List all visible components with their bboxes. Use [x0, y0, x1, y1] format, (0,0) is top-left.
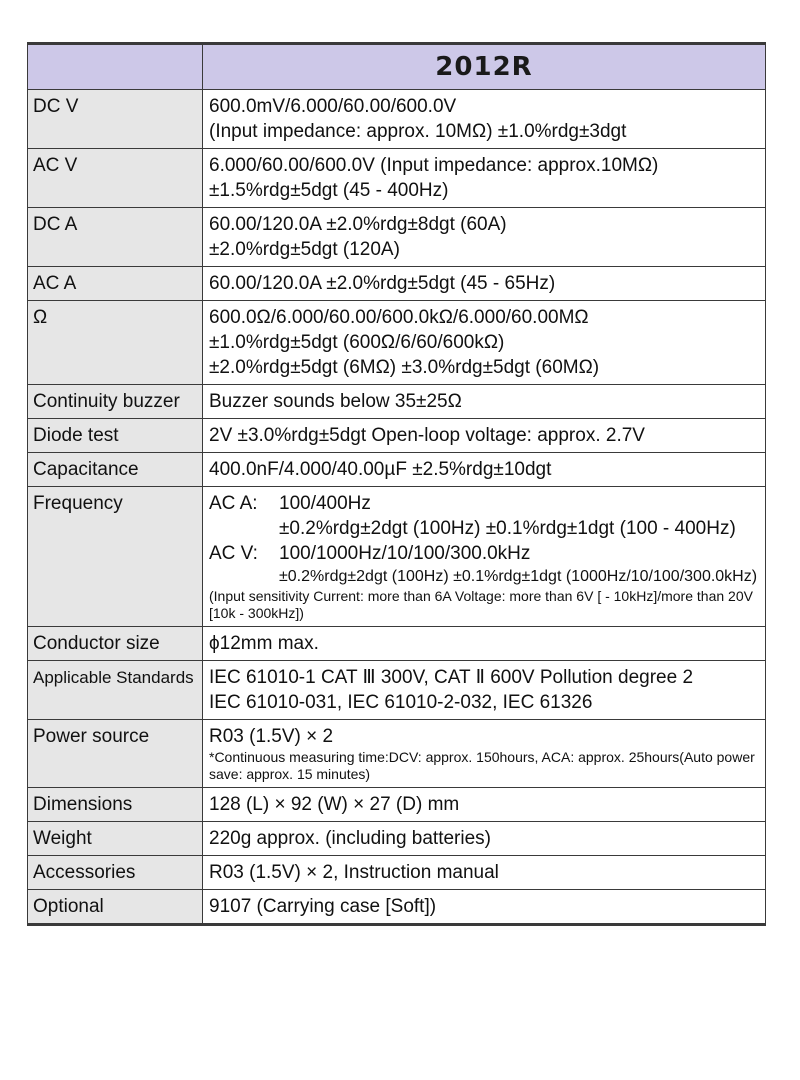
- row-label-optional: Optional: [28, 890, 203, 925]
- table-row-capacitance: [28, 453, 766, 487]
- table-row-standards: [28, 661, 766, 720]
- table-row-optional: [28, 890, 766, 925]
- row-label-weight: Weight: [28, 822, 203, 856]
- table-row-weight: [28, 822, 766, 856]
- frequency-acv-line: [209, 541, 759, 566]
- model-name: 2012R: [203, 44, 766, 90]
- table-row-dcv: [28, 90, 766, 149]
- value-line: (Input impedance: approx. 10MΩ) ±1.0%rdg±3dgt: [209, 121, 627, 142]
- row-value-accessories: [203, 856, 766, 890]
- value-line: R03 (1.5V) × 2, Instruction manual: [209, 862, 499, 883]
- row-value-dcv: [203, 90, 766, 149]
- frequency-acv-range: 100/1000Hz/10/100/300.0kHz: [279, 543, 531, 564]
- table-row-dimensions: [28, 788, 766, 822]
- table-row-diode: [28, 419, 766, 453]
- value-line: IEC 61010-031, IEC 61010-2-032, IEC 61326: [209, 692, 593, 713]
- row-value-dimensions: [203, 788, 766, 822]
- value-line: IEC 61010-1 CAT Ⅲ 300V, CAT Ⅱ 600V Pollution degree 2: [209, 667, 694, 688]
- row-value-weight: [203, 822, 766, 856]
- row-label-frequency: Frequency: [28, 487, 203, 627]
- value-line: ±2.0%rdg±5dgt (120A): [209, 239, 400, 260]
- value-line: 128 (L) × 92 (W) × 27 (D) mm: [209, 794, 460, 815]
- value-line: ϕ12mm max.: [209, 633, 319, 654]
- table-row-frequency: [28, 487, 766, 627]
- value-line: 2V ±3.0%rdg±5dgt Open-loop voltage: approx. 2.7V: [209, 425, 645, 446]
- table-header-row: [28, 44, 766, 90]
- row-value-dca: [203, 208, 766, 267]
- table-row-ohm: [28, 301, 766, 385]
- table-row-power: [28, 720, 766, 788]
- value-line: ±2.0%rdg±5dgt (6MΩ) ±3.0%rdg±5dgt (60MΩ): [209, 357, 600, 378]
- header-empty-cell: [28, 44, 203, 90]
- value-line: ±1.5%rdg±5dgt (45 - 400Hz): [209, 180, 449, 201]
- frequency-acv-tag: AC V:: [209, 543, 258, 564]
- value-line: 60.00/120.0A ±2.0%rdg±8dgt (60A): [209, 214, 507, 235]
- table-row-aca: [28, 267, 766, 301]
- value-line: ±1.0%rdg±5dgt (600Ω/6/60/600kΩ): [209, 332, 505, 353]
- row-label-standards: Applicable Standards: [28, 661, 203, 720]
- spec-table: [27, 42, 766, 926]
- frequency-aca-tag: AC A:: [209, 493, 258, 514]
- value-line: 220g approx. (including batteries): [209, 828, 492, 849]
- frequency-acv-accuracy: ±0.2%rdg±2dgt (100Hz) ±0.1%rdg±1dgt (1000Hz/10/100/300.0kHz): [279, 568, 758, 585]
- row-label-conductor: Conductor size: [28, 627, 203, 661]
- row-value-aca: [203, 267, 766, 301]
- table-row-continuity: [28, 385, 766, 419]
- row-label-continuity: Continuity buzzer: [28, 385, 203, 419]
- value-line: 60.00/120.0A ±2.0%rdg±5dgt (45 - 65Hz): [209, 273, 556, 294]
- value-line: 600.0Ω/6.000/60.00/600.0kΩ/6.000/60.00MΩ: [209, 307, 589, 328]
- row-value-power: [203, 720, 766, 788]
- row-label-diode: Diode test: [28, 419, 203, 453]
- row-label-ohm: Ω: [28, 301, 203, 385]
- row-label-dimensions: Dimensions: [28, 788, 203, 822]
- frequency-note: (Input sensitivity Current: more than 6A Voltage: more than 6V [ - 10kHz]/more than 20V [10k - 300kHz]): [209, 588, 753, 621]
- value-line: 600.0mV/6.000/60.00/600.0V: [209, 96, 457, 117]
- row-value-acv: [203, 149, 766, 208]
- row-label-dcv: DC V: [28, 90, 203, 149]
- row-value-capacitance: [203, 453, 766, 487]
- value-line: 6.000/60.00/600.0V (Input impedance: approx.10MΩ): [209, 155, 659, 176]
- value-line: 9107 (Carrying case [Soft]): [209, 896, 437, 917]
- value-line: Buzzer sounds below 35±25Ω: [209, 391, 462, 412]
- row-label-dca: DC A: [28, 208, 203, 267]
- table-row-conductor: [28, 627, 766, 661]
- row-label-aca: AC A: [28, 267, 203, 301]
- row-value-frequency: [203, 487, 766, 627]
- table-row-accessories: [28, 856, 766, 890]
- power-note: *Continuous measuring time:DCV: approx. 150hours, ACA: approx. 25hours(Auto power save: approx. 15 minutes): [209, 749, 755, 782]
- row-value-continuity: [203, 385, 766, 419]
- row-value-optional: [203, 890, 766, 925]
- row-label-acv: AC V: [28, 149, 203, 208]
- row-label-capacitance: Capacitance: [28, 453, 203, 487]
- frequency-aca-line: [209, 491, 759, 516]
- value-line: 400.0nF/4.000/40.00µF ±2.5%rdg±10dgt: [209, 459, 552, 480]
- row-label-power: Power source: [28, 720, 203, 788]
- frequency-aca-accuracy: ±0.2%rdg±2dgt (100Hz) ±0.1%rdg±1dgt (100 - 400Hz): [279, 518, 736, 539]
- row-value-standards: [203, 661, 766, 720]
- frequency-aca-range: 100/400Hz: [279, 493, 371, 514]
- row-value-ohm: [203, 301, 766, 385]
- table-row-acv: [28, 149, 766, 208]
- table-row-dca: [28, 208, 766, 267]
- row-value-conductor: [203, 627, 766, 661]
- row-label-accessories: Accessories: [28, 856, 203, 890]
- row-value-diode: [203, 419, 766, 453]
- value-line: R03 (1.5V) × 2: [209, 726, 334, 747]
